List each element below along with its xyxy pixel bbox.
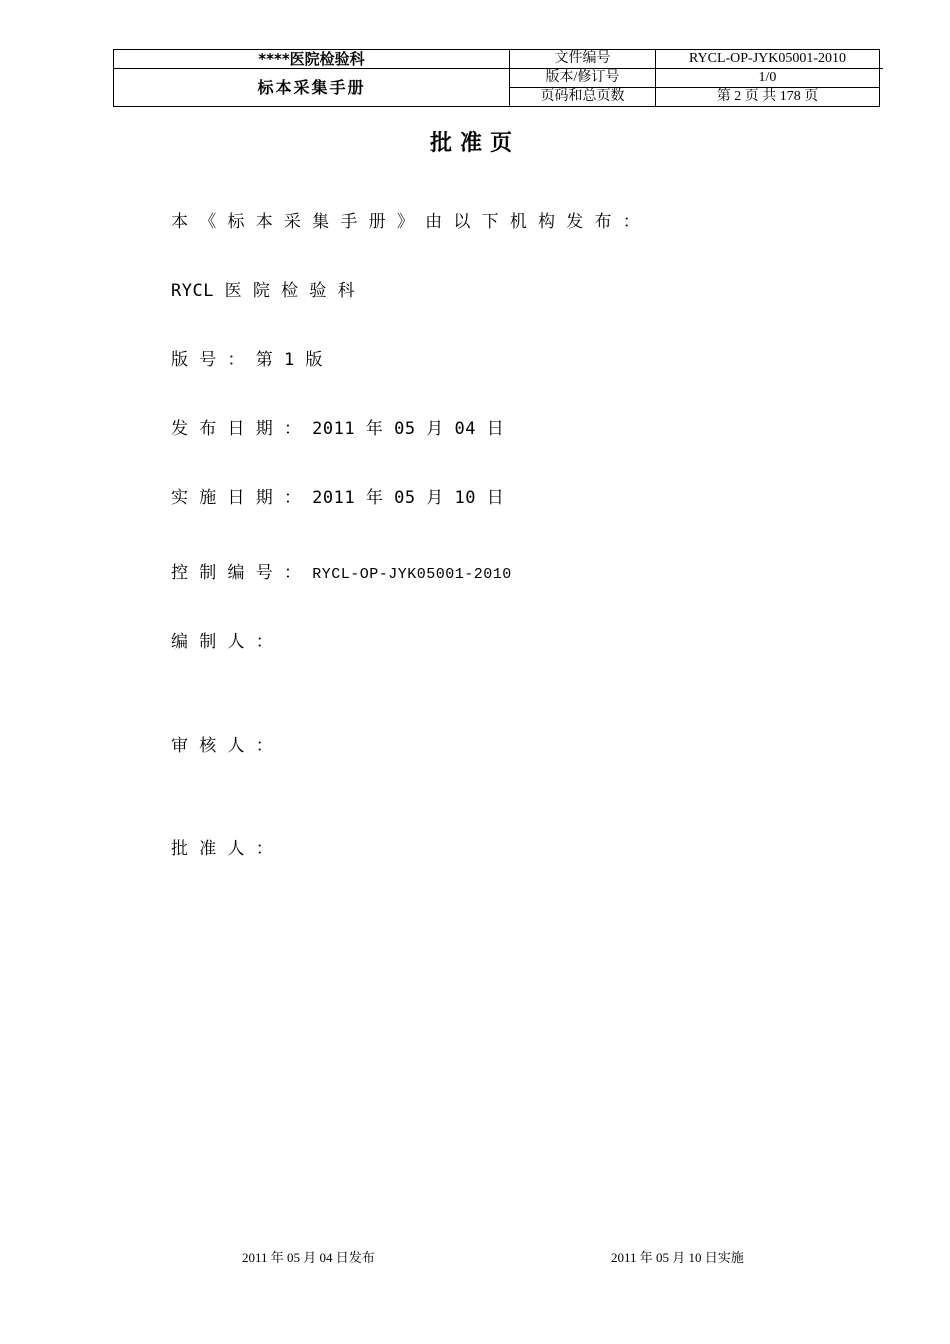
doc-no-value: RYCL-OP-JYK05001-2010 xyxy=(656,50,880,69)
header-manual-title: 标本采集手册 xyxy=(114,69,510,107)
control-number-value: RYCL-OP-JYK05001-2010 xyxy=(312,566,512,583)
release-date-line: 发 布 日 期 ： 2011 年 05 月 04 日 xyxy=(171,419,505,439)
page-value: 第 2 页 共 178 页 xyxy=(656,88,880,107)
doc-no-label: 文件编号 xyxy=(510,50,656,69)
version-value: 1/0 xyxy=(656,69,880,88)
document-header-table xyxy=(113,49,880,107)
edition-line: 版 号 ： 第 1 版 xyxy=(171,350,323,370)
institution-line: RYCL 医 院 检 验 科 xyxy=(171,281,356,301)
header-org: ****医院检验科 xyxy=(114,50,510,69)
intro-line: 本 《 标 本 采 集 手 册 》 由 以 下 机 构 发 布 ： xyxy=(171,212,641,232)
page-label: 页码和总页数 xyxy=(510,88,656,107)
header-divider xyxy=(113,68,883,69)
footer-effective: 2011 年 05 月 10 日实施 xyxy=(611,1250,744,1265)
control-number-line xyxy=(171,558,512,583)
author-line: 编 制 人 ： xyxy=(171,632,274,652)
approver-line: 批 准 人 ： xyxy=(171,839,274,859)
effective-date-line: 实 施 日 期 ： 2011 年 05 月 10 日 xyxy=(171,488,505,508)
reviewer-line: 审 核 人 ： xyxy=(171,736,274,756)
page-title: 批准页 xyxy=(429,131,520,156)
control-number-label: 控 制 编 号 ： xyxy=(171,563,302,583)
version-label: 版本/修订号 xyxy=(510,69,656,88)
footer-released: 2011 年 05 月 04 日发布 xyxy=(242,1250,375,1265)
